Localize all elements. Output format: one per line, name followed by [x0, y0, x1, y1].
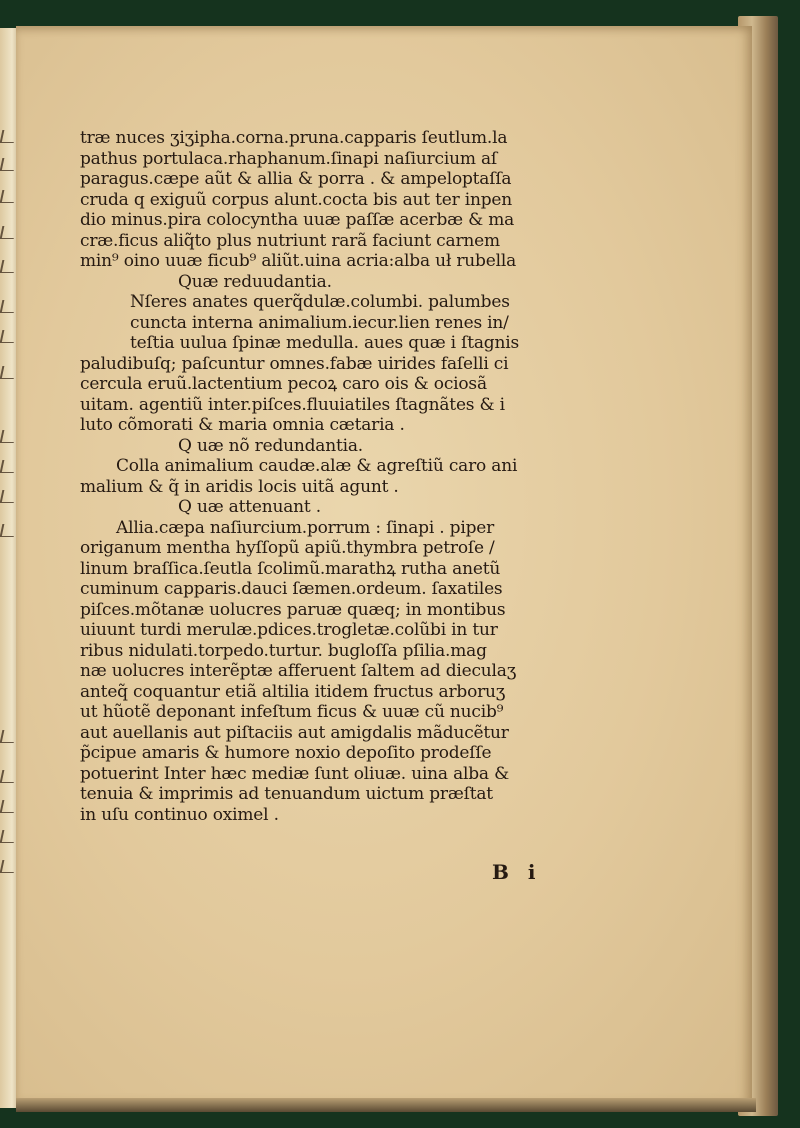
text-line: cuminum capparis.dauci ſæmen.ordeum. ſaxatiles [80, 579, 503, 599]
text-line: min⁹ oino uuæ ficub⁹ aliũt.uina acria:alba uł rubella [80, 251, 516, 271]
text-line: cercula eruũ.lactentium pecoꝝ caro ois & ociosã [80, 374, 487, 394]
text-line: malium & q̃ in aridis locis uitã agunt . [80, 476, 399, 497]
text-line: linum braſſica.ſeutla ſcolimũ.marathꝝ rutha anetũ [80, 558, 501, 579]
text-line: pathus portulaca.rhaphanum.ſinapi naſiurcium aſ [80, 148, 498, 169]
text-line: Allia.cæpa naſiurcium.porrum : ſinapi . piper [116, 517, 495, 538]
text-line: Colla animalium caudæ.alæ & agreſtiũ caro ani [116, 456, 518, 476]
text-line: ut hũotẽ deponant infeſtum ficus & uuæ cũ nucib⁹ [80, 702, 504, 722]
text-line: aut auellanis aut piſtaciis aut amigdalis mãducẽtur [80, 722, 509, 743]
text-line: anteq̃ coquantur etiã altilia itidem fructus arboruʒ [80, 681, 506, 702]
text-line: næ uolucres interẽptæ afferuent ſaltem ad dieculaʒ [80, 661, 517, 681]
text-line: luto cõmorati & maria omnia cætaria . [80, 415, 405, 435]
text-line: in uſu continuo oximel . [80, 804, 279, 825]
page-bottom-edge [16, 1098, 756, 1112]
text-line: ribus nidulati.torpedo.turtur. bugloſſa pſilia.mag [80, 640, 487, 661]
text-line: tenuia & imprimis ad tenuandum uictum præſtat [80, 784, 493, 804]
text-line: origanum mentha hyſſopũ apiũ.thymbra petroſe / [80, 538, 495, 558]
facing-page-bleed [0, 130, 14, 890]
text-line: teſtia uulua ſpinæ medulla. aues quæ i ſtagnis [130, 333, 519, 353]
text-line: cræ.ficus aliq̃to plus nutriunt rarã faciunt carnem [80, 230, 500, 251]
text-line: uiuunt turdi merulæ.pdices.trogletæ.colũbi in tur [80, 620, 498, 640]
text-line: cruda q exiguũ corpus alunt.cocta bis aut ter inpen [80, 189, 513, 210]
text-line: dio minus.pira colocyntha uuæ paſſæ acerbæ & ma [80, 210, 515, 230]
text-line: cuncta interna animalium.iecur.lien renes in/ [130, 312, 509, 333]
text-line: paludibuſq; paſcuntur omnes.fabæ uirides faſelli ci [80, 353, 509, 374]
text-line: uitam. agentiũ inter.piſces.fluuiatiles ſtagnãtes & i [80, 394, 505, 415]
text-line: p̃cipue amaris & humore noxio depoſito prodeſſe [80, 743, 492, 763]
page-text [80, 128, 550, 825]
text-line: potuerint Inter hæc mediæ ſunt oliuæ. uina alba & [80, 763, 509, 784]
section-heading: Q uæ nõ redundantia. [178, 435, 364, 456]
section-heading: Q uæ attenuant . [178, 497, 321, 517]
text-line: paragus.cæpe aũt & allia & porra . & ampeloptaſſa [80, 169, 512, 189]
section-heading: Quæ reduudantia. [178, 271, 332, 292]
text-line: træ nuces ʒiʒipha.corna.pruna.capparis ſeutlum.la [80, 128, 508, 148]
text-line: Nſeres anates querq̃dulæ.columbi. palumbes [130, 292, 510, 312]
text-line: piſces.mõtanæ uolucres paruæ quæq; in montibus [80, 599, 506, 620]
signature-mark: B i [492, 860, 542, 884]
